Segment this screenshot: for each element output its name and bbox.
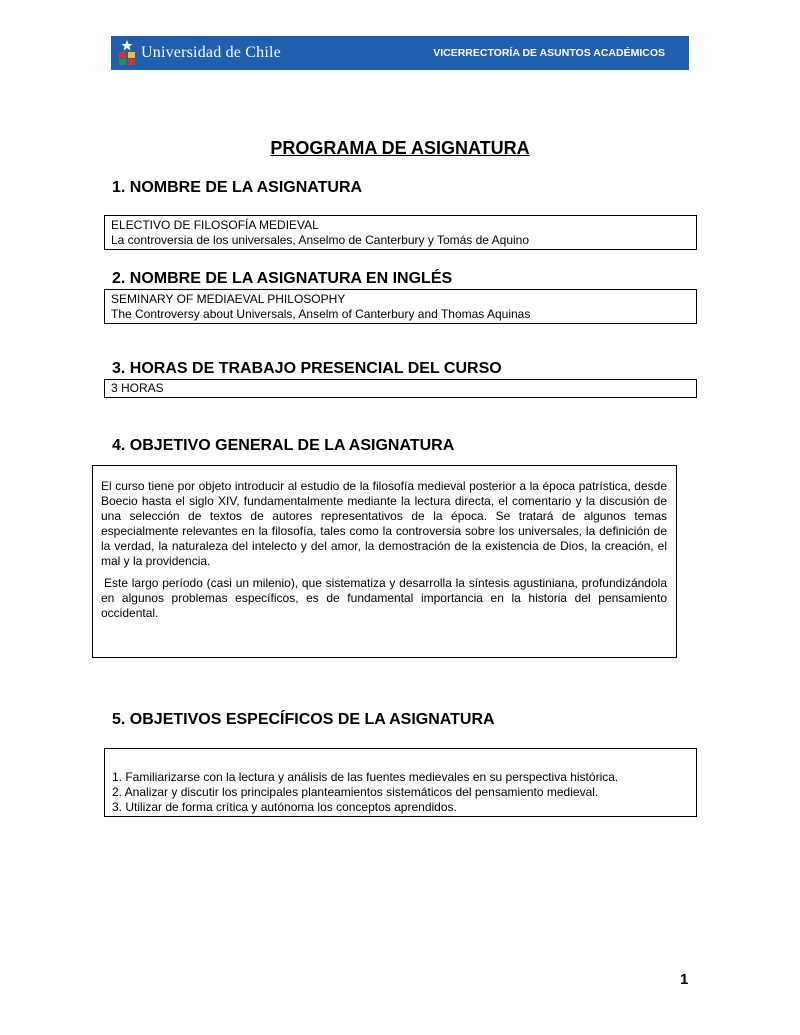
vicerrectoria-label: VICERRECTORÍA DE ASUNTOS ACADÉMICOS	[433, 47, 665, 59]
specific-objective-item: 2. Analizar y discutir los principales planteamientos sistemáticos del pensamiento medieval.	[112, 785, 599, 799]
university-name: Universidad de Chile	[141, 44, 281, 61]
header-banner	[111, 36, 689, 70]
objective-paragraph: Este largo período (casi un milenio), que sistematiza y desarrolla la síntesis agustiniana, profundizándola en algunos problemas específicos, es de fundamental importancia en la historia del pensamiento occidental.	[101, 576, 667, 620]
objective-paragraph: El curso tiene por objeto introducir al estudio de la filosofía medieval posterior a la época patrística, desde Boecio hasta el siglo XIV, fundamentalmente mediante la lectura directa, el comentario y la discusión de una selección de textos de autores representativos de la época. Se tratará de algunos temas especialmente relevantes en la filosofía, tales como la controversia sobre los universales, la definición de la verdad, la naturaleza del intelecto y del amor, la demostración de la existencia de Dios, la creación, el mal y la providencia.	[101, 479, 667, 568]
section-2-line: The Controversy about Universals, Anselm of Canterbury and Thomas Aquinas	[111, 307, 531, 321]
specific-objective-item: 3. Utilizar de forma crítica y autónoma los conceptos aprendidos.	[112, 800, 457, 814]
specific-objective-item: 1. Familiarizarse con la lectura y análisis de las fuentes medievales en su perspectiva histórica.	[112, 770, 619, 784]
section-1-line: ELECTIVO DE FILOSOFÍA MEDIEVAL	[111, 218, 319, 232]
university-logo-icon	[117, 39, 137, 67]
section-3-box	[104, 379, 697, 398]
page-number: 1	[680, 971, 689, 988]
section-2-box	[104, 289, 697, 324]
section-5-box	[104, 748, 697, 817]
section-2-line: SEMINARY OF MEDIAEVAL PHILOSOPHY	[111, 292, 346, 306]
section-5-heading: 5. OBJETIVOS ESPECÍFICOS DE LA ASIGNATURA	[112, 711, 495, 728]
page-title: PROGRAMA DE ASIGNATURA	[270, 138, 530, 158]
section-4-heading: 4. OBJETIVO GENERAL DE LA ASIGNATURA	[112, 437, 455, 454]
section-1-box	[104, 215, 697, 250]
section-1-heading: 1. NOMBRE DE LA ASIGNATURA	[112, 179, 363, 196]
section-4-box	[92, 465, 677, 658]
section-3-line: 3 HORAS	[111, 381, 164, 395]
section-2-heading: 2. NOMBRE DE LA ASIGNATURA EN INGLÉS	[112, 270, 453, 287]
section-1-line: La controversia de los universales, Anselmo de Canterbury y Tomás de Aquino	[111, 233, 530, 247]
section-3-heading: 3. HORAS DE TRABAJO PRESENCIAL DEL CURSO	[112, 360, 502, 377]
